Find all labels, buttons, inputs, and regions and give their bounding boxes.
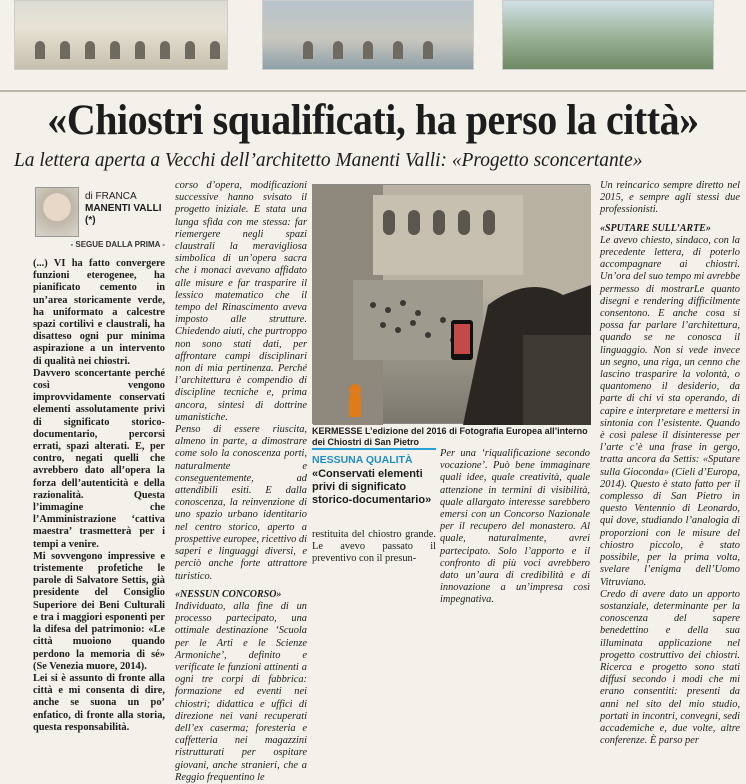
photo-garden-rendering bbox=[502, 0, 714, 70]
col1-paragraph: Mi sovvengono impressive e tristemente profetiche le parole di Salvatore Settis, già presidente del Consiglio Superiore dei Beni Culturali e tra i maggiori esponenti per la difesa del patrimonio: «Le città muoiono quando perdono la memoria di sé» (Se Venezia muore, 2014). bbox=[33, 550, 165, 672]
photo-illustration bbox=[313, 185, 591, 425]
header-rule bbox=[0, 90, 746, 92]
subheadline: La lettera aperta a Vecchi dell’architetto Manenti Valli: «Progetto sconcertante» bbox=[14, 149, 643, 171]
author-prefix: di FRANCA bbox=[85, 191, 137, 202]
headline: «Chiostri squalificati, ha perso la città» bbox=[47, 97, 699, 144]
article-column-1 bbox=[33, 258, 165, 733]
author-byline bbox=[85, 191, 165, 227]
col1-paragraph: (...) VI ha fatto convergere funzioni eterogenee, ha pianificato cemento in un’area storicamente verde, ha uniformato a calcestre spazi cortilivi e claustrali, ha disatteso ogni pur minima aspirazione a un intervento di qualità nei chiostri. bbox=[33, 258, 165, 367]
photo-cloister-rendering bbox=[262, 0, 474, 70]
author-name: MANENTI VALLI (*) bbox=[85, 203, 162, 226]
section-heading: «NESSUN CONCORSO» bbox=[175, 588, 282, 600]
col4-paragraph: Le avevo chiesto, sindaco, con la precedente lettera, di poterlo accompagnare ai chiostri. Un’ora del suo tempo mi avrebbe permesso di mostrarLe quanto disegni e rendering difficilmente consentono. E anche cosa si possa far parlare l’architettura, quando se ne conosca il linguaggio. Non si vede invece un segno, una riga, un cenno che lascino trasparire la volontà, o quantomeno il desiderio, da parte di chi vi sta operando, di capire e interpretare e mettersi in sintonia con l’esistente. Quando è così palese il disinteresse per l’arte c’è una frase in gergo, tratta ancora da Settis: «Sputare sulla Gioconda» (Cieli d’Europa, 2014). Questo è stato fatto per il complesso di San Pietro in questo Ventennio di Leonardo, qui dove, studiando l’analogia di proporzioni con le misure del chiostro piccolo, è stato possibile, per la prima volta, svelare l’enigma dell’Uomo Vitruviano. bbox=[600, 234, 740, 588]
col2-paragraph: corso d’opera, modificazioni successive hanno svisato il progetto iniziale. E stata una lunga sfida con me stessa: far riemergere negli spazi claustrali la meravigliosa simbolica di un’opera sacra che i monaci avevano affidato alle misure e far trasparire il lessico matematico che il tempo del Rinascimento aveva imposto alle strutture. Chiedendo aiuti, che purtroppo non sono stati dati, per affrontare campi disciplinari non di mia pertinenza. Perché l’architettura è compendio di discipline tecniche e, prima ancora, sintesi di dottrine umanistiche. bbox=[175, 180, 307, 423]
col1-paragraph: Davvero sconcertante perché così vengono improvvidamente conservati elementi assolutamente privi di significato storico-documentario, percorsi errati, spazi alterati. E, per contro, negati quelli che avrebbero dato all’opera la forza dell’autenticità e della razionalità. Questa l’immagine che l’Amministrazione ‘cattiva maestra’ trasmetterà per i tempi a venire. bbox=[33, 367, 165, 550]
section-heading: «SPUTARE SULL’ARTE» bbox=[600, 222, 711, 234]
photo-event-cloister bbox=[312, 184, 590, 424]
article-column-2 bbox=[175, 180, 307, 783]
continued-text-line: restituita del chiostro grande. Le avevo passato il preventivo con il presun- bbox=[312, 529, 436, 564]
highlight-title: NESSUNA QUALITÀ bbox=[312, 454, 413, 466]
col2-paragraph: Individuato, alla fine di un processo partecipato, una ottimale destinazione ‘Scuola per le Arti e le Scienze Armoniche’, definito e verificate le funzioni attinenti a ogni tre corpi di fabbrica: formazione ed eventi nei chiostri; didattica e uffici di direzione nei vani recuperati dell’ex caserma; foresteria e caffetteria nei magazzini ristrutturati per ospitare giovani, anche stranieri, che a Reggio frequentino le bbox=[175, 600, 307, 783]
col2-paragraph: Penso di essere riuscita, almeno in parte, a dimostrare come solo la conoscenza porti, naturalmente e conseguentemente, ad attendibili esiti. E dalla conoscenza, la reinvenzione di uno spazio urbano identitario nel centro storico, aperto a prospettive europee, ricettivo di saperi e linguaggi diversi, e perciò anche forte attrattore turistico. bbox=[175, 424, 307, 582]
col3-paragraph: Per una ‘riqualificazione secondo vocazione’. Può bene immaginare quali idee, quale creatività, quale attenzione in termini di visibilità, quale allargato interesse sarebbero emersi con un Concorso Nazionale per il recupero del monastero. Al quale, naturalmente, avrei partecipato. Solo l’apporto e il confronto di più voci avrebbero dato un’aura di credibilità e di innovazione a un’impresa così impegnativa. bbox=[440, 448, 590, 606]
col1-paragraph: Lei si è assunto di fronte alla città e mi consenta di dire, anche se suona un po’ enfatico, di fronte alla storia, questa responsabilità. bbox=[33, 672, 165, 733]
highlight-quote: «Conservati elementi privi di significato storico-documentario» bbox=[312, 468, 432, 506]
caption-text: L’edizione del 2016 di Fotografia Europea all’interno dei Chiostri di San Pietro bbox=[312, 426, 588, 447]
col4-paragraph: Credo di avere dato un apporto sostanziale, determinante per la conoscenza del sapere benedettino e della sua illuminata applicazione nel progetto costruttivo dei chiostri. Ricerca e progetto sono stati diffusi secondo i modi che mi erano consentiti: presenti da anni nel sito del mio studio, portati in incontri, convegni, sedi accademiche e, due volte, altre conferenze. È parso per bbox=[600, 588, 740, 747]
article-column-4 bbox=[600, 180, 740, 747]
photo-caption bbox=[312, 426, 590, 447]
col4-paragraph: Un reincarico sempre diretto nel 2015, e sempre agli stessi due professionisti. bbox=[600, 180, 740, 216]
caption-tag: KERMESSE bbox=[312, 426, 363, 436]
continued-label: - SEGUE DALLA PRIMA - bbox=[70, 240, 165, 249]
article-column-3 bbox=[440, 448, 590, 606]
author-portrait bbox=[35, 187, 79, 237]
highlight-box bbox=[312, 448, 436, 526]
author-block bbox=[33, 185, 165, 245]
photo-cloister-courtyard bbox=[14, 0, 228, 70]
